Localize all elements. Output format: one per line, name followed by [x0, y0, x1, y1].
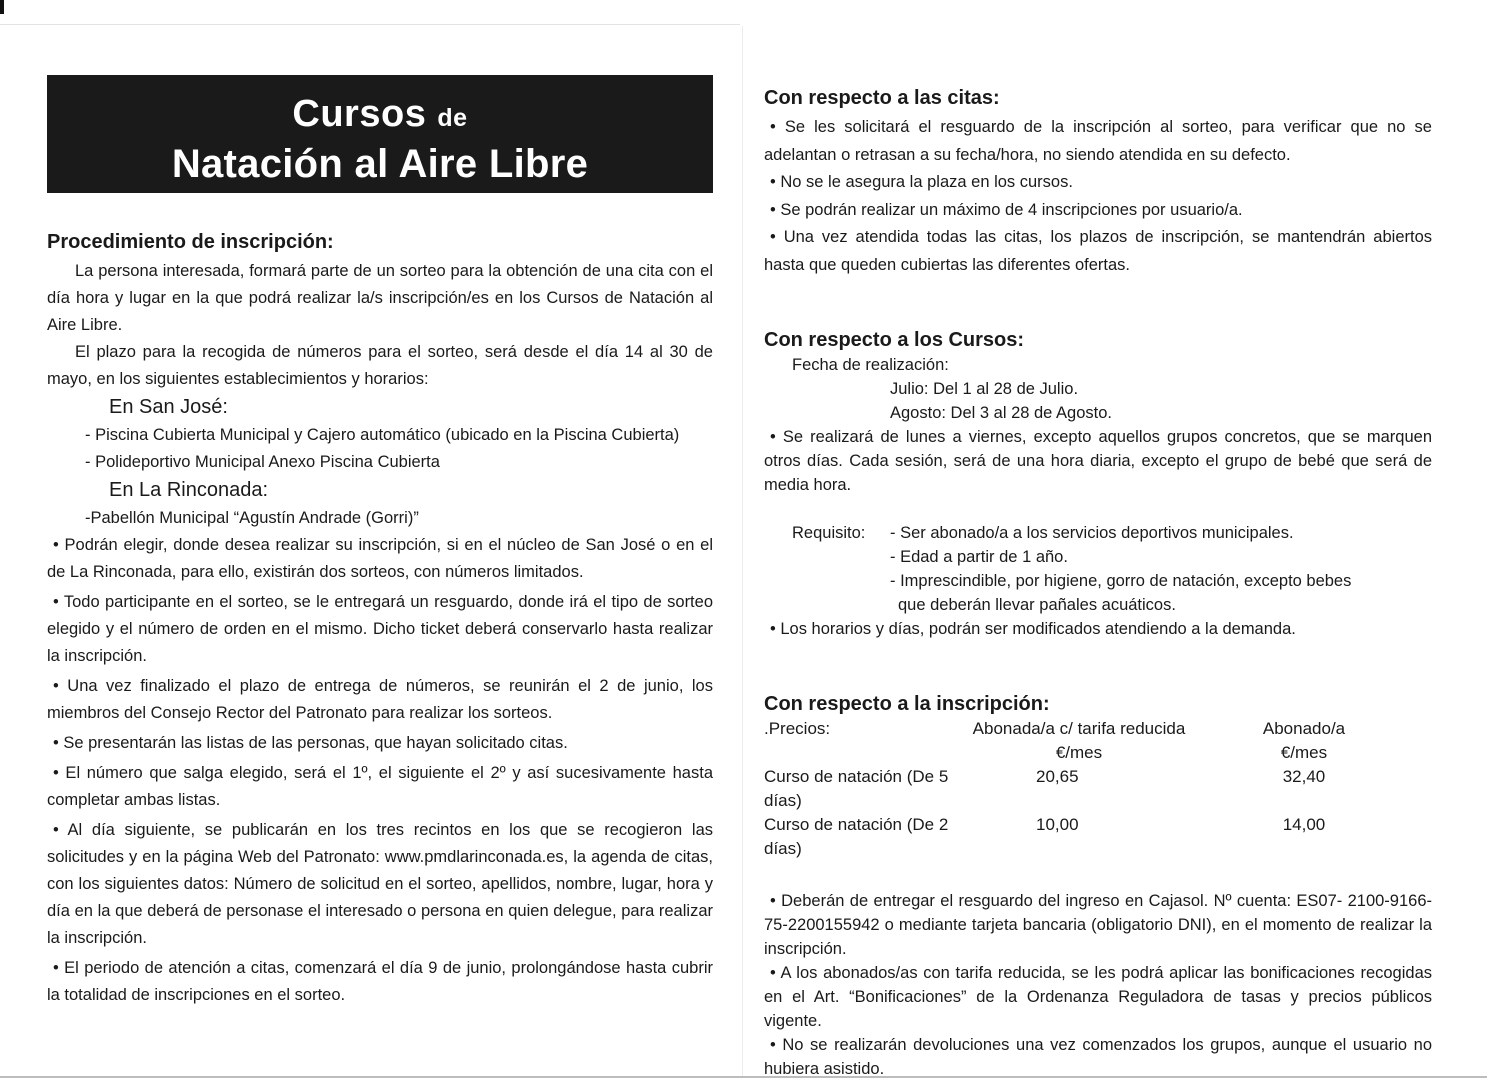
left-panel: [47, 75, 713, 1009]
bullet-item: • El periodo de atención a citas, comenzará el día 9 de junio, prolongándose hasta cubrir la totalidad de inscripciones en el sorteo.: [47, 959, 713, 1004]
section-heading-citas: Con respecto a las citas:: [764, 87, 1000, 109]
curso-name: Curso de natación (De 2 días): [764, 815, 949, 858]
cursos-footer: [764, 617, 1432, 641]
bullet-item: • Al día siguiente, se publicarán en los tres recintos en los que se recogieron las solicitudes y en la página Web del Patronato: www.pmdlarinconada.es, la agenda de citas, con los siguientes datos: Número de solicitud en el sorteo, apellidos, nombre, lugar, hora y día en la que deberá de personase el interesado o persona en quien delegue, para realizar la inscripción.: [47, 821, 713, 947]
price-abonado: 32,40: [1282, 767, 1326, 786]
section-heading-cursos: Con respecto a los Cursos:: [764, 329, 1025, 351]
table-row: [764, 765, 1404, 813]
list-item: - Piscina Cubierta Municipal y Cajero automático (ubicado en la Piscina Cubierta): [85, 426, 680, 444]
section-heading-inscripcion: Con respecto a la inscripción:: [764, 693, 1050, 715]
section-heading-procedimiento: Procedimiento de inscripción:: [47, 231, 334, 253]
bullet-item: • Se presentarán las listas de las personas, que hayan solicitado citas.: [53, 734, 568, 752]
title-line-2: Natación al Aire Libre: [171, 142, 589, 186]
fecha-agosto: Agosto: Del 3 al 28 de Agosto.: [890, 404, 1112, 422]
bullet-item: • Una vez atendida todas las citas, los plazos de inscripción, se mantendrán abiertos hasta que queden cubiertas las diferentes ofertas.: [764, 228, 1432, 274]
bullet-item: • Podrán elegir, donde desea realizar su inscripción, si en el núcleo de San José o en el de La Rinconada, para ello, existirán dos sorteos, con números limitados.: [47, 536, 713, 581]
bullet-item: • Se podrán realizar un máximo de 4 inscripciones por usuario/a.: [770, 200, 1243, 219]
fecha-label: Fecha de realización:: [792, 356, 949, 374]
inscripcion-notes: [764, 889, 1432, 1081]
unit-reducida: €/mes: [1055, 743, 1103, 762]
price-abonado: 14,00: [1282, 815, 1326, 834]
bullet-item: • No se realizarán devoluciones una vez comenzados los grupos, aunque el usuario no hubiera asistido.: [764, 1036, 1432, 1078]
fecha-julio: Julio: Del 1 al 28 de Julio.: [890, 380, 1079, 398]
column-header-reducida: Abonada/a c/ tarifa reducida: [972, 719, 1186, 738]
scan-edge-mark: [0, 0, 4, 14]
list-item: - Polideportivo Municipal Anexo Piscina Cubierta: [85, 453, 440, 471]
cursos-block: [764, 353, 1432, 497]
bullet-item: • Deberán de entregar el resguardo del ingreso en Cajasol. Nº cuenta: ES07- 2100-9166-75-2200155942 o mediante tarjeta bancaria (obligatorio DNI), en el momento de realizar la inscripción.: [764, 892, 1432, 958]
title-cursos: Cursos: [292, 93, 427, 135]
bullet-item: • Los horarios y días, podrán ser modificados atendiendo a la demanda.: [770, 620, 1296, 638]
column-header-abonado: Abonado/a: [1262, 719, 1346, 738]
bullet-item: • A los abonados/as con tarifa reducida, se les podrá aplicar las bonificaciones recogidas en el Art. “Bonificaciones” de la Ordenanza Reguladora de tasas y precios públicos vigente.: [764, 964, 1432, 1030]
bullet-item: • Todo participante en el sorteo, se le entregará un resguardo, donde irá el tipo de sorteo elegido y el número de orden en el mismo. Dicho ticket deberá conservarlo hasta realizar la inscripción.: [47, 593, 713, 665]
list-item: -Pabellón Municipal “Agustín Andrade (Gorri)”: [85, 509, 419, 527]
requisitos-table: [792, 521, 1432, 617]
paragraph: La persona interesada, formará parte de un sorteo para la obtención de una cita con el día hora y lugar en la que podrá realizar la/s inscripción/es en los Cursos de Natación al Aire Libre.: [47, 262, 713, 334]
paragraph: El plazo para la recogida de números para el sorteo, será desde el día 14 al 30 de mayo, en los siguientes establecimientos y horarios:: [47, 343, 713, 388]
place-heading-san-jose: En San José:: [109, 396, 228, 418]
precios-table: [764, 717, 1404, 861]
price-reducida: 10,00: [1036, 815, 1079, 834]
right-panel: [764, 85, 1432, 1081]
page-fold: [742, 26, 743, 1076]
requisito-item: - Edad a partir de 1 año.: [890, 548, 1068, 566]
unit-abonado: €/mes: [1280, 743, 1328, 762]
requisito-item: - Imprescindible, por higiene, gorro de natación, excepto bebes que deberán llevar pañales acuáticos.: [890, 572, 1352, 614]
bullet-item: • El número que salga elegido, será el 1º, el siguiente el 2º y así sucesivamente hasta completar ambas listas.: [47, 764, 713, 809]
curso-name: Curso de natación (De 5 días): [764, 767, 949, 810]
price-reducida: 20,65: [1036, 767, 1079, 786]
precios-label: .Precios:: [764, 719, 831, 738]
requisito-item: - Ser abonado/a a los servicios deportivos municipales.: [890, 524, 1294, 542]
page-edge: [0, 24, 740, 25]
bullet-item: • No se le asegura la plaza en los cursos.: [770, 173, 1073, 191]
bullet-item: • Una vez finalizado el plazo de entrega de números, se reunirán el 2 de junio, los miembros del Consejo Rector del Patronato para realizar los sorteos.: [47, 677, 713, 722]
bullet-item: • Se les solicitará el resguardo de la inscripción al sorteo, para verificar que no se adelantan o retrasan a su fecha/hora, no siendo atendida en su defecto.: [764, 118, 1432, 164]
title-de: de: [437, 104, 468, 132]
place-heading-la-rinconada: En La Rinconada:: [109, 479, 269, 501]
table-row: [764, 813, 1404, 861]
title-line-1: [47, 91, 713, 141]
requisito-label: Requisito:: [792, 524, 866, 542]
title-banner: [47, 75, 713, 193]
bullet-item: • Se realizará de lunes a viernes, excepto aquellos grupos concretos, que se marquen otros días. Cada sesión, será de una hora diaria, excepto el grupo de bebé que será de media hora.: [764, 428, 1432, 494]
